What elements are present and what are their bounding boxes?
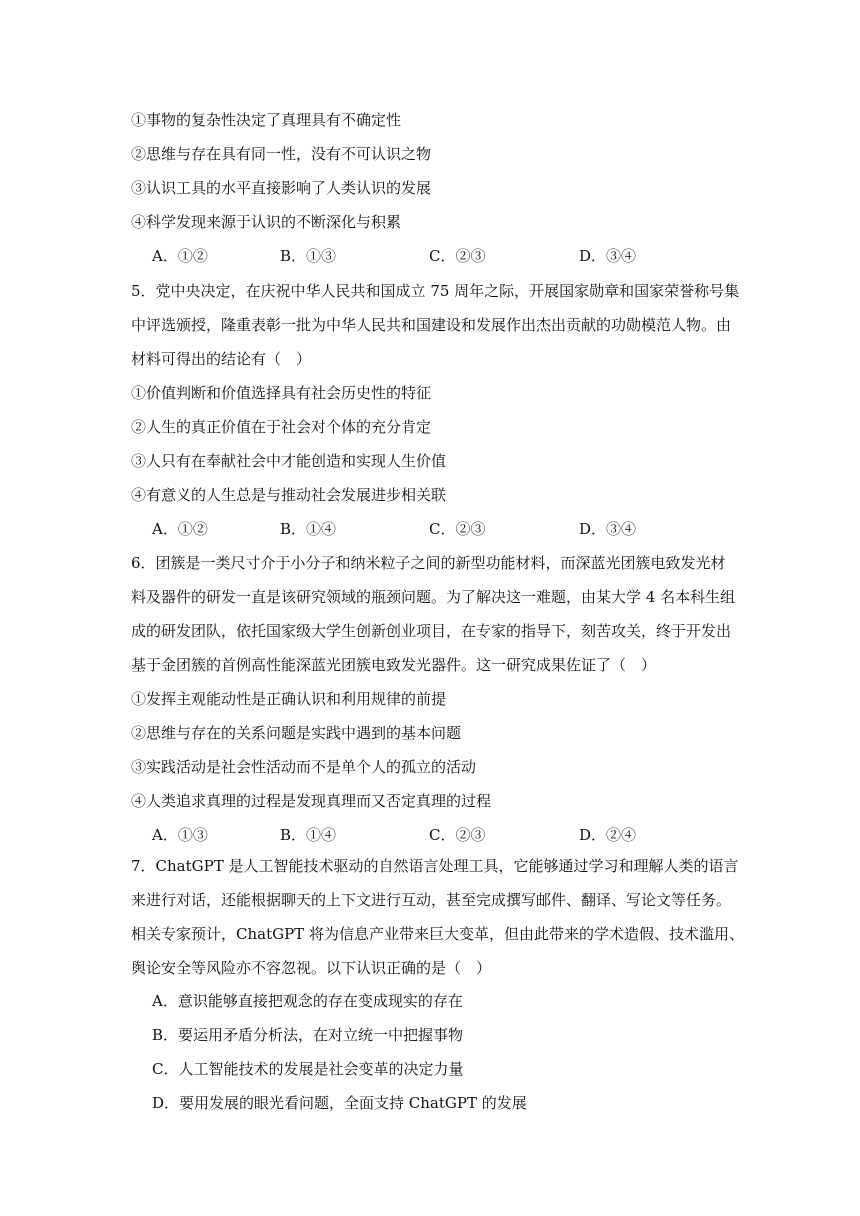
q6-statement-1: ①发挥主观能动性是正确认识和利用规律的前提 xyxy=(131,690,447,708)
q5-option-d[interactable]: D．③④ xyxy=(579,520,637,538)
q6-option-d[interactable]: D．②④ xyxy=(579,826,637,844)
q7-option-b[interactable]: B．要运用矛盾分析法，在对立统一中把握事物 xyxy=(152,1026,464,1044)
q4-option-d[interactable]: D．③④ xyxy=(579,247,637,265)
q4-statement-2: ②思维与存在具有同一性，没有不可认识之物 xyxy=(131,145,432,163)
q5-option-a[interactable]: A．①② xyxy=(152,520,208,538)
q5-statement-2: ②人生的真正价值在于社会对个体的充分肯定 xyxy=(131,418,432,436)
q4-option-c[interactable]: C．②③ xyxy=(429,247,486,265)
q4-statement-4: ④科学发现来源于认识的不断深化与积累 xyxy=(131,213,402,231)
q7-option-c[interactable]: C．人工智能技术的发展是社会变革的决定力量 xyxy=(152,1060,464,1078)
q6-option-a[interactable]: A．①③ xyxy=(152,826,208,844)
q4-option-b[interactable]: B．①③ xyxy=(280,247,337,265)
q7-stem-line-1: 7．ChatGPT 是人工智能技术驱动的自然语言处理工具，它能够通过学习和理解人类的语言 xyxy=(131,857,739,875)
q4-option-a[interactable]: A．①② xyxy=(152,247,208,265)
q6-option-b[interactable]: B．①④ xyxy=(280,826,337,844)
q6-statement-4: ④人类追求真理的过程是发现真理而又否定真理的过程 xyxy=(131,792,492,810)
q5-statement-4: ④有意义的人生总是与推动社会发展进步相关联 xyxy=(131,486,447,504)
q7-option-d[interactable]: D．要用发展的眼光看问题，全面支持 ChatGPT 的发展 xyxy=(152,1094,527,1112)
q6-stem-line-3: 成的研发团队，依托国家级大学生创新创业项目，在专家的指导下，刻苦攻关，终于开发出 xyxy=(131,622,732,640)
q5-statement-1: ①价值判断和价值选择具有社会历史性的特征 xyxy=(131,384,432,402)
q6-stem-line-2: 料及器件的研发一直是该研究领域的瓶颈问题。为了解决这一难题，由某大学 4 名本科生组 xyxy=(131,588,736,606)
q6-statement-2: ②思维与存在的关系问题是实践中遇到的基本问题 xyxy=(131,724,462,742)
q5-option-c[interactable]: C．②③ xyxy=(429,520,486,538)
q4-statement-1: ①事物的复杂性决定了真理具有不确定性 xyxy=(131,111,402,129)
q5-stem-line-2: 中评选颁授，隆重表彰一批为中华人民共和国建设和发展作出杰出贡献的功勋模范人物。由 xyxy=(131,316,732,334)
q4-statement-3: ③认识工具的水平直接影响了人类认识的发展 xyxy=(131,179,432,197)
q6-stem-line-1: 6．团簇是一类尺寸介于小分子和纳米粒子之间的新型功能材料，而深蓝光团簇电致发光材 xyxy=(131,554,726,572)
q7-stem-line-2: 来进行对话，还能根据聊天的上下文进行互动，甚至完成撰写邮件、翻译、写论文等任务。 xyxy=(131,891,732,909)
q7-stem-line-4: 舆论安全等风险亦不容忽视。以下认识正确的是（ ） xyxy=(131,959,492,977)
q5-stem-line-3: 材料可得出的结论有（ ） xyxy=(131,350,312,368)
q7-stem-line-3: 相关专家预计，ChatGPT 将为信息产业带来巨大变革，但由此带来的学术造假、技术滥用、 xyxy=(131,925,744,943)
q5-option-b[interactable]: B．①④ xyxy=(280,520,337,538)
q5-stem-line-1: 5．党中央决定，在庆祝中华人民共和国成立 75 周年之际，开展国家勋章和国家荣誉称号集 xyxy=(131,282,740,300)
q6-option-c[interactable]: C．②③ xyxy=(429,826,486,844)
q5-statement-3: ③人只有在奉献社会中才能创造和实现人生价值 xyxy=(131,452,447,470)
q7-option-a[interactable]: A．意识能够直接把观念的存在变成现实的存在 xyxy=(152,992,463,1010)
q6-statement-3: ③实践活动是社会性活动而不是单个人的孤立的活动 xyxy=(131,758,477,776)
q6-stem-line-4: 基于金团簇的首例高性能深蓝光团簇电致发光器件。这一研究成果佐证了（ ） xyxy=(131,656,657,674)
